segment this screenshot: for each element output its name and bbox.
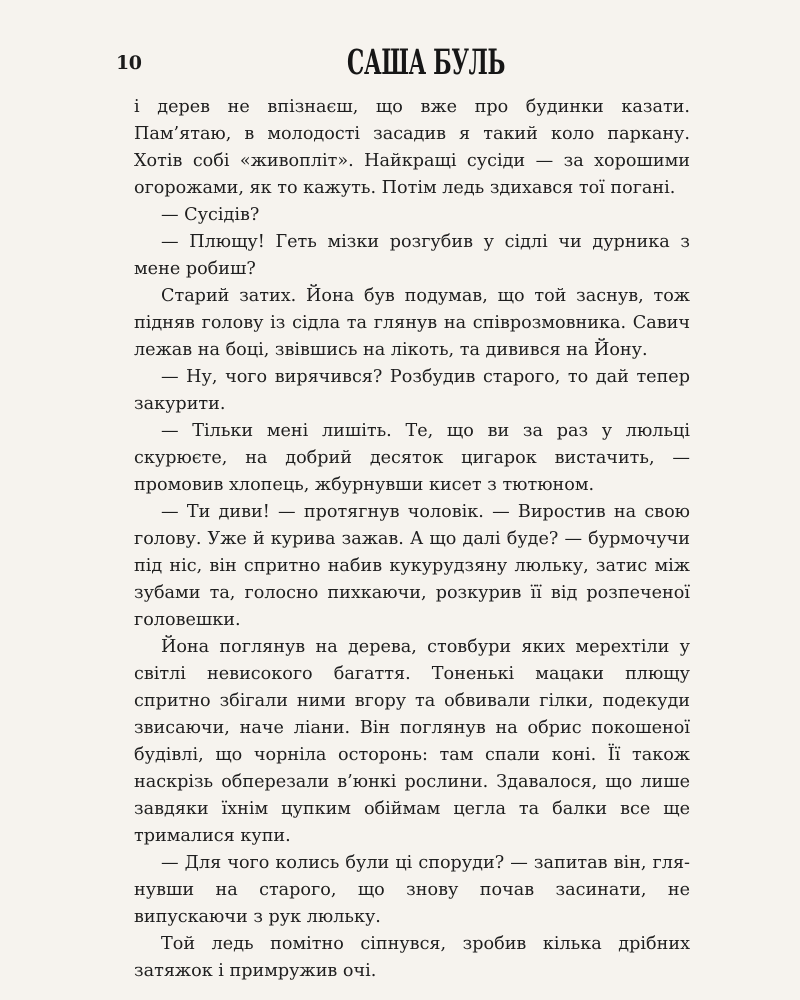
paragraph: Старий затих. Йона був подумав, що той заснув, тож підняв голову із сідла та глянув на співрозмовника. Савич лежав на боці, звівшись на лікоть, та дивився на Йону. bbox=[134, 286, 690, 360]
paragraph: — Ну, чого вирячився? Розбудив старого, то дай тепер закурити. bbox=[134, 367, 690, 414]
paragraph: Той ледь помітно сіпнувся, зробив кілька дрібних затяжок і примружив очі. bbox=[134, 934, 690, 981]
body-text bbox=[134, 94, 690, 985]
paragraph: — Тільки мені лишіть. Те, що ви за раз у люльці скурюєте, на добрий десяток цигарок вистачить, — промовив хлопець, жбурнувши кисет з тютюном. bbox=[134, 421, 690, 495]
running-head-author: САША БУЛЬ bbox=[347, 42, 506, 83]
paragraph: — Ти диви! — протягнув чоловік. — Виростив на свою голову. Уже й курива зажав. А що далі буде? — бурмочучи під ніс, він спритно набив кукурудзяну люльку, затис між зубами та, голосно пихкаючи, розкурив її від розпеченої головешки. bbox=[134, 502, 690, 630]
page-number: 10 bbox=[116, 52, 142, 74]
paragraph: — Плющу! Геть мізки розгубив у сідлі чи дурника з мене робиш? bbox=[134, 232, 690, 279]
paragraph: і дерев не впізнаєш, що вже про будинки казати. Пам’ятаю, в молодості засадив я такий коло паркану. Хотів собі «живопліт». Найкращі сусіди — за хорошими огорожами, як то кажуть. Потім ледь здихався тої погані. bbox=[134, 97, 690, 198]
paragraph: — Сусідів? bbox=[161, 205, 260, 225]
paragraph: Йона поглянув на дерева, стовбури яких мерехтіли у світлі невисокого багаття. Тоненькі мацаки плющу спритно збігали ними вгору та обвивали гілки, подекуди звисаючи, наче ліани. Він поглянув на обрис покошеної будівлі, що чорніла осторонь: там спали коні. Її також наскрізь обперезали в’юнкі рослини. Здавалося, що лише завдяки їхнім цупким обіймам цегла та балки все ще трималися купи. bbox=[134, 637, 690, 846]
paragraph: — Для чого колись були ці споруди? — запитав він, глянувши на старого, що знову почав засинати, не випускаючи з рук люльку. bbox=[134, 853, 690, 927]
